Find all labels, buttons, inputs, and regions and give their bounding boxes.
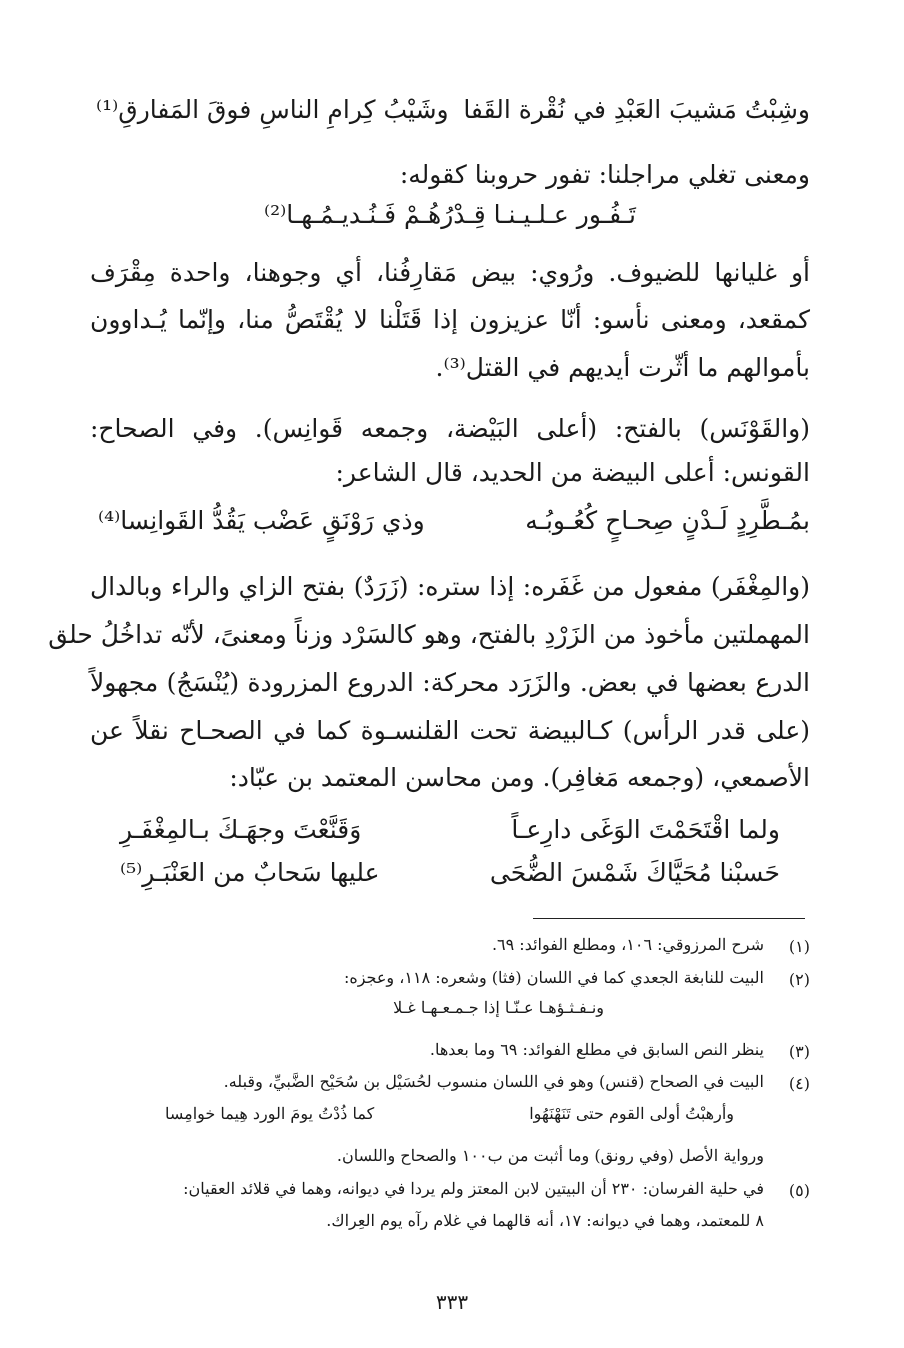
paragraph-line: (والقَوْنَس) بالفتح: (أعلى البَيْضة، وجمعه قَوانِس). وفي الصحاح: — [90, 414, 810, 443]
verse3-line1-second-hemistich: وَقَنَّعْتَ وجهَـكَ بـالمِغْفَـرِ — [120, 815, 362, 844]
paragraph-line: المهملتين مأخوذ من الزَرْدِ بالفتح، وهو كالسَرْد وزناً ومعنىً، لأنّه تداخُلُ حلق — [48, 620, 810, 649]
footnote-verse: ونـفـثـؤهـا عـنّـا إذا جـمـعـهـا غـلا — [393, 998, 604, 1017]
footnote-number: (٥) — [788, 1181, 810, 1200]
footnote-text: البيت في الصحاح (قنس) وهو في اللسان منسوب لحُسَيْل بن سُحَيْح الضَّبيِّ، وقبله. — [223, 1072, 764, 1091]
footnote-text: ينظر النص السابق في مطلع الفوائد: ٦٩ وما بعدها. — [429, 1040, 764, 1059]
paragraph-line: ومعنى تغلي مراجلنا: تفور حروبنا كقوله: — [399, 160, 810, 189]
footnote-text: البيت للنابغة الجعدي كما في اللسان (فثا) وشعره: ١١٨، وعجزه: — [343, 968, 764, 987]
verse3-line2-second-hemistich: عليها سَحابٌ من العَنْبَـرِ⁽⁵⁾ — [120, 858, 380, 887]
page-number: ٣٣٣ — [435, 1290, 469, 1314]
half-verse: تَـفُـور عـلـيـنـا قِـدْرُهُـمْ فَـنُـديـمُـهـا⁽²⁾ — [264, 200, 636, 229]
verse2-second-hemistich: وذي رَوْنَقٍ عَضْب يَقُدُّ القَوانِسا⁽⁴⁾ — [98, 506, 425, 535]
paragraph-line: بأموالهم ما أثّرت أيديهم في القتل⁽³⁾. — [435, 353, 810, 382]
footnote-text: ٨ للمعتمد، وهما في ديوانه: ١٧، أنه قالهما في غلام رآه يوم العِراك. — [326, 1211, 764, 1230]
footnote-number: (٢) — [788, 970, 810, 989]
verse2-first-hemistich: بمُـطَّرِدٍ لَـدْنٍ صِحـاحٍ كُعُـوبُـه — [525, 506, 810, 535]
verse3-line1-first-hemistich: ولما اقْتَحَمْتَ الوَغَى دارِعـاً — [511, 815, 780, 844]
verse1-first-hemistich: وشِبْتُ مَشيبَ العَبْدِ في نُقْرة القَفا — [463, 95, 810, 124]
footnote-number: (٤) — [788, 1074, 810, 1093]
footnote-text: في حلية الفرسان: ٢٣٠ أن البيتين لابن المعتز ولم يردا في ديوانه، وهما في قلائد العقيان: — [183, 1179, 764, 1198]
footnote-number: (٣) — [788, 1042, 810, 1061]
footnote-text: شرح المرزوقي: ١٠٦، ومطلع الفوائد: ٦٩. — [491, 935, 764, 954]
paragraph-line: أو غليانها للضيوف. ورُوي: بيض مَقارِفُنا، أي وجوهنا، واحدة مِقْرَف — [90, 258, 810, 287]
paragraph-line: الدرع بعضها في بعض. والزَرَد محركة: الدروع المزرودة (يُنْسَجُ) مجهولاً — [90, 668, 810, 697]
footnote-text: ورواية الأصل (وفي رونق) وما أثبت من ب١٠٠ والصحاح واللسان. — [336, 1146, 764, 1165]
paragraph-line: القونس: أعلى البيضة من الحديد، قال الشاعر: — [335, 458, 810, 487]
paragraph-line: (والمِغْفَر) مفعول من غَفَره: إذا ستره: (زَرَدٌ) بفتح الزاي والراء وبالدال — [90, 572, 810, 601]
paragraph-line: الأصمعي، (وجمعه مَغافِر). ومن محاسن المعتمد بن عبّاد: — [229, 763, 810, 792]
verse3-line2-first-hemistich: حَسبْنا مُحَيَّاكَ شَمْسَ الضُّحَى — [489, 858, 780, 887]
footnote-verse: وأرهبْتُ أولى القوم حتى تَنَهْنَهُوا — [529, 1104, 734, 1123]
paragraph-line: (على قدر الرأس) كـالبيضة تحت القلنسـوة كما في الصحـاح نقلاً عن — [90, 716, 810, 745]
paragraph-line: كمقعد، ومعنى نأسو: أنّا عزيزون إذا قَتَلْنا لا يُقْتَصُّ منا، وإنّما يُـداوون — [90, 305, 810, 334]
footnote-verse: كما ذُدْتُ يومَ الورد هِيما خوامِسا — [165, 1104, 375, 1123]
footnote-number: (١) — [788, 937, 810, 956]
footnote-separator — [533, 918, 805, 919]
verse1-second-hemistich: وشَيْبُ كِرامِ الناسِ فوقَ المَفارقِ⁽¹⁾ — [96, 95, 449, 124]
